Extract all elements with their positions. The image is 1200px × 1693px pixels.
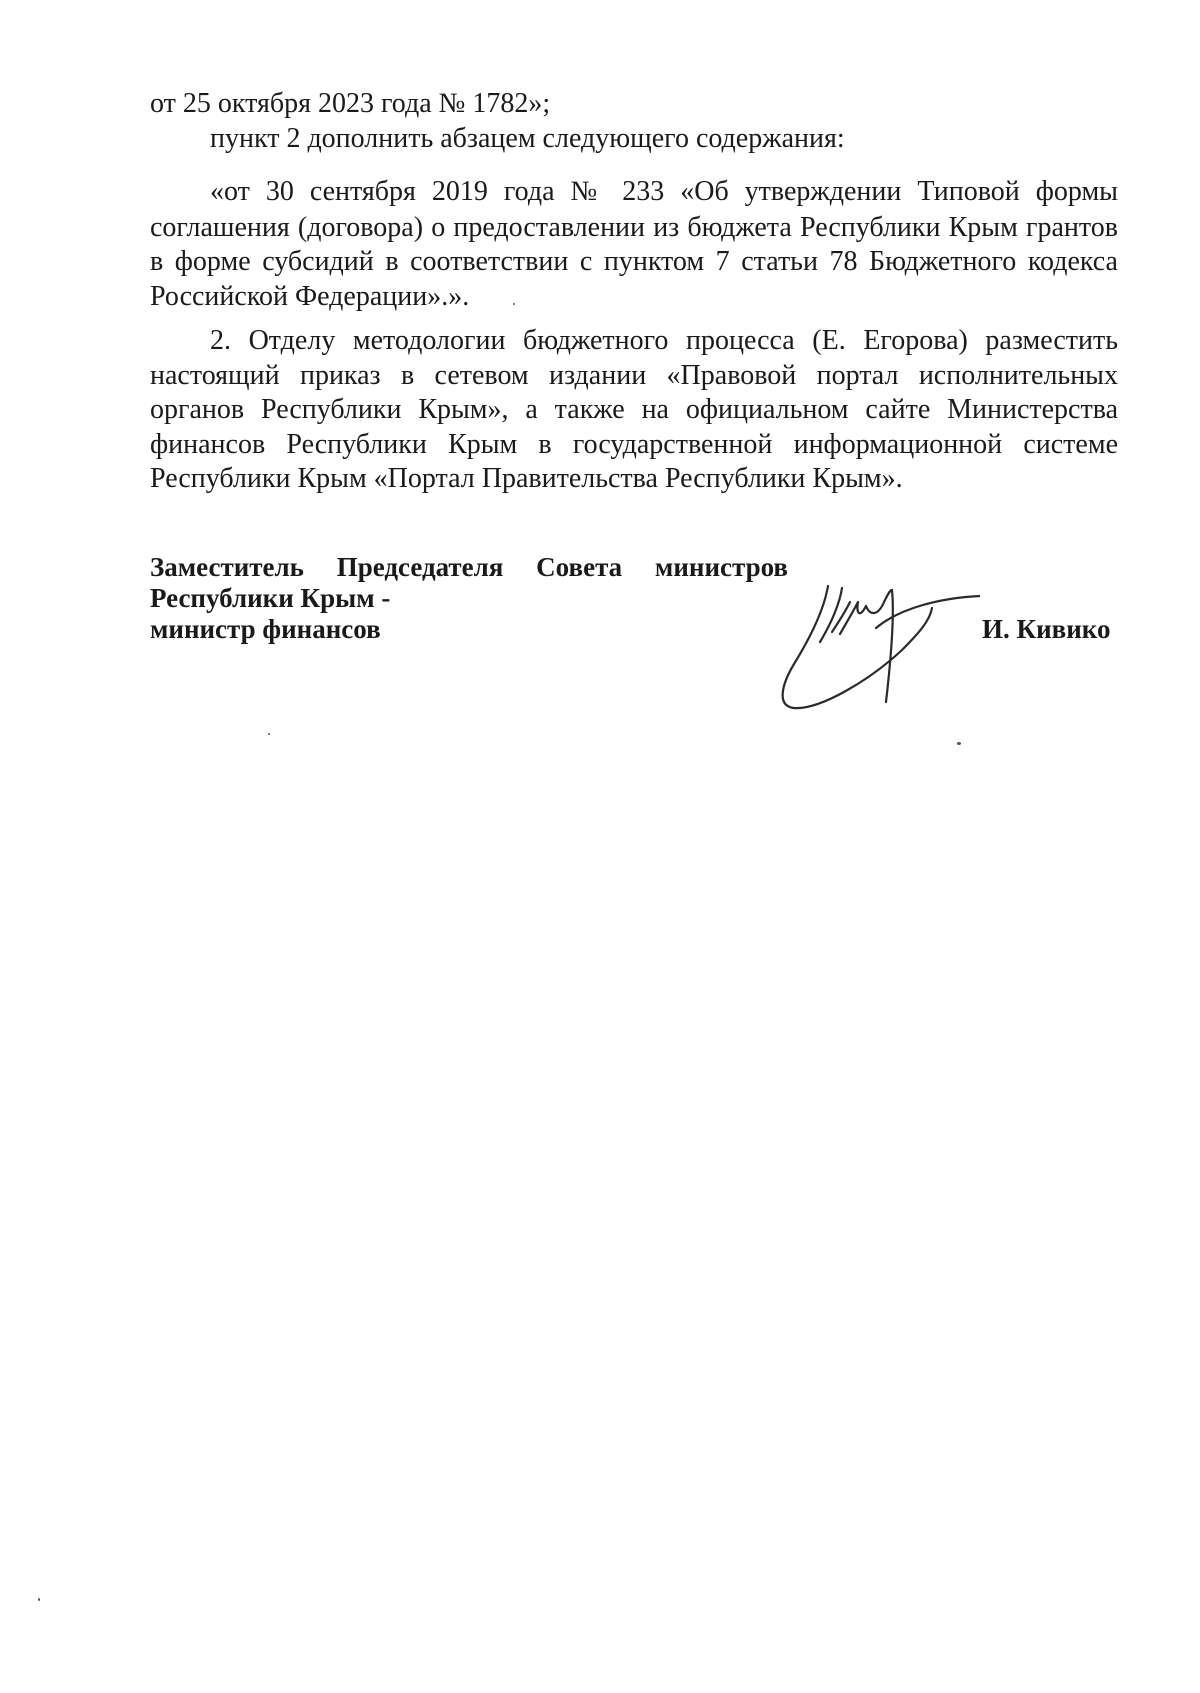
signatory-title	[150, 552, 788, 645]
paragraph-line: финансов Республики Крым в государственной информационной системе	[150, 429, 1118, 460]
paragraph-line: от 25 октября 2023 года № 1782»;	[150, 88, 551, 119]
signatory-name: И. Кивико	[982, 614, 1111, 644]
paragraph-line: Республики Крым «Портал Правительства Республики Крым».	[150, 463, 903, 494]
signatory-title-line: министр финансов	[150, 614, 381, 644]
scan-speck	[38, 1598, 40, 1601]
paragraph-line: в форме субсидий в соответствии с пунктом 7 статьи 78 Бюджетного кодекса	[150, 246, 1118, 277]
paragraph-line: пункт 2 дополнить абзацем следующего содержания:	[210, 123, 845, 154]
scan-speck	[268, 733, 270, 735]
handwritten-signature	[780, 580, 980, 710]
paragraph-line: «от 30 сентября 2019 года № 233 «Об утверждении Типовой формы	[210, 176, 1118, 207]
paragraph-line: органов Республики Крым», а также на официальном сайте Министерства	[150, 394, 1118, 425]
paragraph-line: Российской Федерации».».	[150, 281, 470, 312]
scan-speck	[513, 303, 515, 305]
paragraph-line: настоящий приказ в сетевом издании «Правовой портал исполнительных	[150, 360, 1118, 391]
paragraph-line: 2. Отделу методологии бюджетного процесса (Е. Егорова) разместить	[210, 325, 1118, 356]
signatory-title-line: Заместитель Председателя Совета министров	[150, 552, 788, 582]
signatory-title-line: Республики Крым -	[150, 583, 391, 613]
scan-speck	[957, 742, 961, 745]
paragraph-line: соглашения (договора) о предоставлении из бюджета Республики Крым грантов	[150, 212, 1118, 243]
